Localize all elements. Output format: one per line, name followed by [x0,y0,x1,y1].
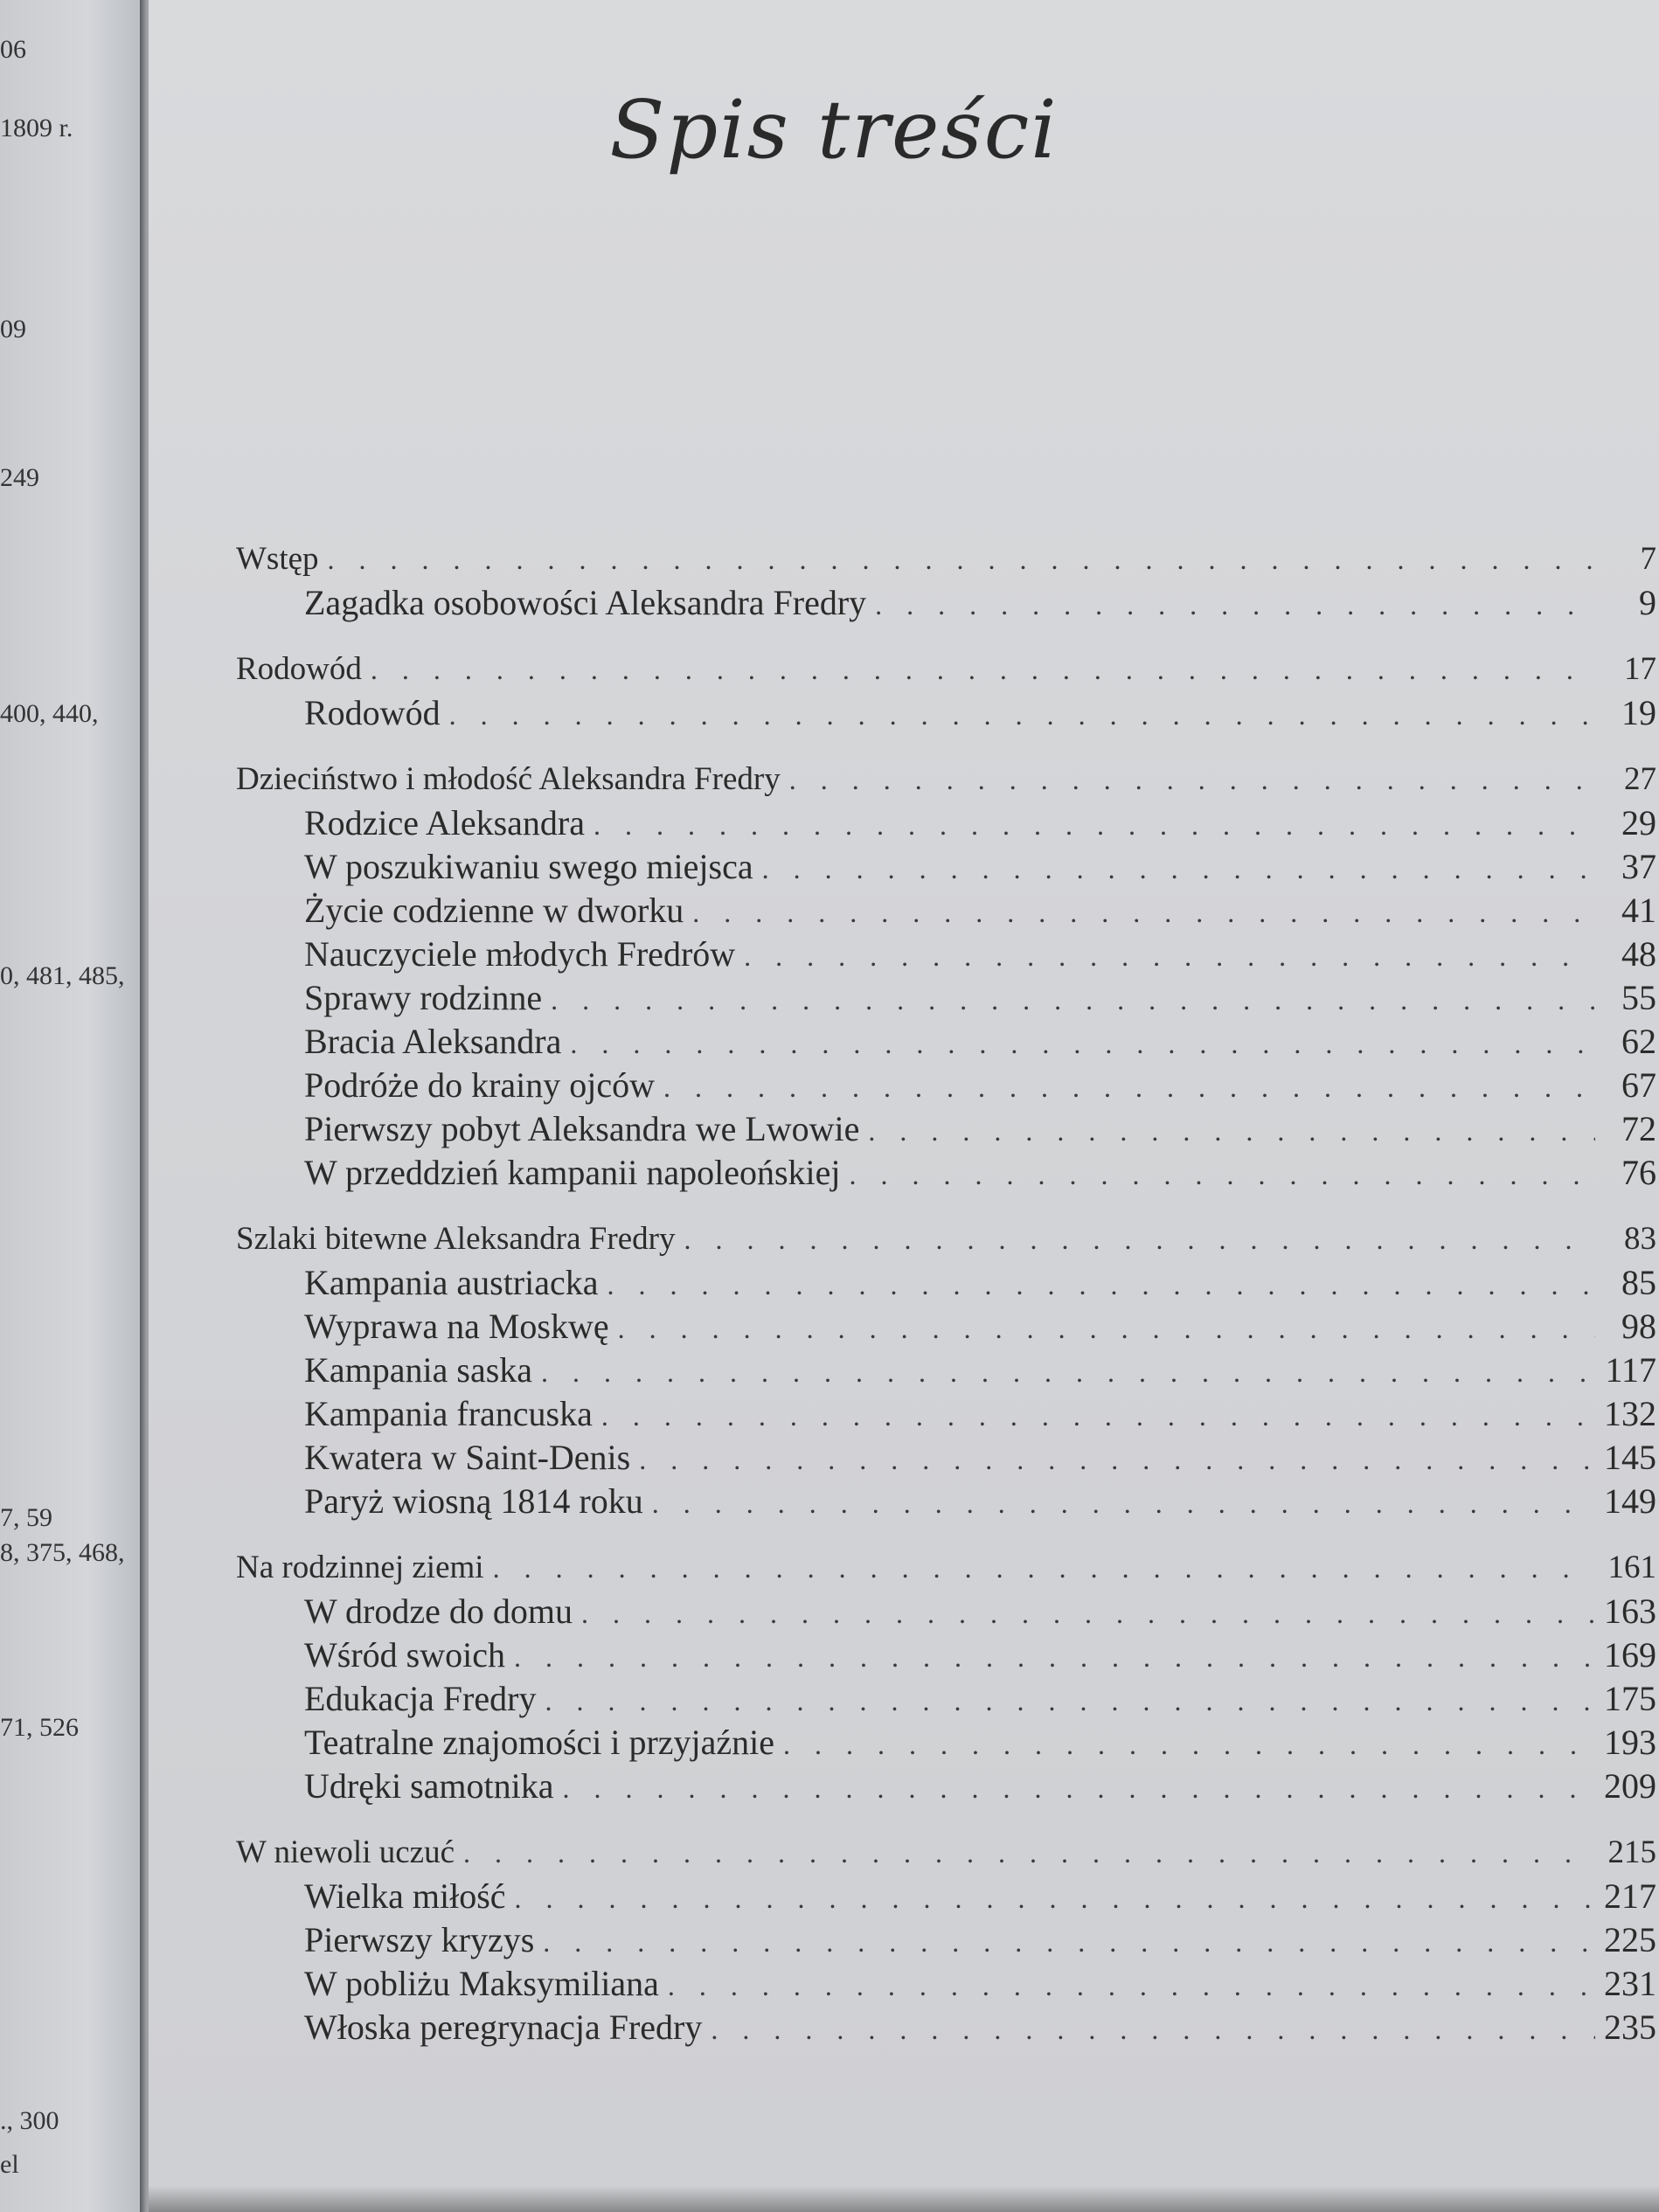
left-page-fragment: ., 300 [0,2106,59,2135]
toc-chapter [236,1217,1656,1261]
toc-subsection [236,691,1656,735]
toc-chapter-label: Dzieciństwo i młodość Aleksandra Fredry [236,761,781,797]
page-number: 67 [1621,1065,1656,1105]
toc-subsection [236,581,1656,625]
toc-subsection-label: Pierwszy pobyt Aleksandra we Lwowie [304,1109,860,1148]
left-page-fragment: 8, 375, 468, [0,1538,125,1567]
page-number: 161 [1607,1550,1656,1585]
toc-subsection [236,1480,1656,1523]
toc-subsection-label: Edukacja Fredry [304,1679,537,1718]
toc-subsection [236,1721,1656,1765]
dot-leader [449,693,1595,737]
toc-chapter-label: Rodowód [236,651,362,687]
page-number: 225 [1604,1920,1656,1959]
toc-subsection-label: Kampania saska [304,1350,533,1390]
toc-subsection [236,889,1656,933]
toc-subsection [236,1633,1656,1677]
page-number: 27 [1624,761,1656,797]
toc-chapter-label: Na rodzinnej ziemi [236,1550,484,1585]
toc-subsection-label: W przeddzień kampanii napoleońskiej [304,1153,841,1192]
toc-subsection-label: Zagadka osobowości Aleksandra Fredry [304,583,867,622]
toc-subsection-label: Wielka miłość [304,1876,506,1916]
page-number: 19 [1621,693,1656,732]
toc-subsection [236,1305,1656,1349]
dot-leader [652,1481,1595,1525]
page-number: 17 [1624,651,1656,687]
toc-subsection [236,1765,1656,1808]
toc-subsection [236,1436,1656,1480]
toc-subsection [236,845,1656,889]
toc-subsection [236,933,1656,976]
right-page [149,0,1659,2212]
toc-subsection-label: Włoska peregrynacja Fredry [304,2007,703,2047]
toc-subsection-label: Życie codzienne w dworku [304,891,684,930]
dot-leader [663,1065,1595,1109]
dot-leader [601,1394,1595,1438]
table-of-contents [236,537,1656,2072]
dot-leader [618,1307,1595,1350]
toc-chapter [236,648,1656,691]
toc-subsection [236,1064,1656,1107]
dot-leader [551,978,1595,1022]
page-number: 235 [1604,2007,1656,2047]
dot-leader [850,1153,1596,1196]
toc-chapter [236,537,1656,581]
dot-leader [762,847,1595,891]
toc-chapter [236,1831,1656,1875]
page-number: 85 [1621,1263,1656,1302]
toc-subsection [236,1349,1656,1392]
page-number: 193 [1604,1723,1656,1762]
dot-leader [514,1635,1595,1679]
dot-leader [371,648,1595,691]
page-number: 7 [1640,541,1656,577]
toc-subsection-label: Sprawy rodzinne [304,978,543,1017]
dot-leader [789,758,1595,801]
toc-subsection-label: Rodowód [304,693,441,732]
dot-leader [744,934,1595,978]
page-number: 169 [1604,1635,1656,1675]
toc-section [236,758,1656,1195]
page-number: 48 [1621,934,1656,974]
page-number: 231 [1604,1964,1656,2003]
toc-chapter [236,1546,1656,1590]
page-number: 117 [1605,1350,1656,1390]
dot-leader [593,803,1595,847]
left-page-fragment: 249 [0,463,39,492]
dot-leader [684,1217,1595,1261]
page-number: 217 [1604,1876,1656,1916]
page-number: 29 [1621,803,1656,843]
toc-subsection [236,1261,1656,1305]
toc-subsection-label: W poszukiwaniu swego miejsca [304,847,753,886]
page-number: 41 [1621,891,1656,930]
page-number: 175 [1604,1679,1656,1718]
page-number: 76 [1621,1153,1656,1192]
toc-subsection [236,1020,1656,1064]
toc-subsection [236,1677,1656,1721]
left-page-fragment: 400, 440, [0,699,99,728]
toc-subsection-label: Teatralne znajomości i przyjaźnie [304,1723,775,1762]
toc-section [236,1546,1656,1808]
page-shadow [149,2186,1659,2212]
toc-subsection-label: Kampania austriacka [304,1263,599,1302]
dot-leader [328,537,1595,581]
page-number: 62 [1621,1022,1656,1061]
toc-chapter [236,758,1656,801]
toc-subsection [236,2006,1656,2049]
toc-subsection [236,1151,1656,1195]
dot-leader [639,1438,1595,1481]
left-page-fragment: 09 [0,315,26,343]
toc-section [236,648,1656,735]
page-number: 83 [1624,1221,1656,1257]
toc-subsection [236,1875,1656,1918]
dot-leader [711,2007,1595,2051]
dot-leader [668,1964,1595,2007]
dot-leader [868,1109,1595,1153]
page-number: 209 [1604,1766,1656,1806]
dot-leader [783,1723,1595,1766]
dot-leader [493,1546,1595,1590]
toc-chapter-label: W niewoli uczuć [236,1834,455,1870]
page-number: 149 [1604,1481,1656,1521]
toc-subsection-label: Wśród swoich [304,1635,505,1675]
left-page-fragment: 7, 59 [0,1503,52,1532]
dot-leader [515,1876,1595,1920]
page-title: Spis treści [609,83,1059,177]
dot-leader [545,1679,1595,1723]
dot-leader [541,1350,1595,1394]
left-page-fragment: 06 [0,35,26,64]
toc-section [236,1217,1656,1523]
toc-subsection-label: Paryż wiosną 1814 roku [304,1481,643,1521]
left-page-fragment: 0, 481, 485, [0,961,125,990]
toc-subsection-label: Pierwszy kryzys [304,1920,535,1959]
toc-subsection-label: Nauczyciele młodych Fredrów [304,934,736,974]
page-number: 72 [1621,1109,1656,1148]
toc-subsection-label: Kampania francuska [304,1394,593,1433]
page-number: 37 [1621,847,1656,886]
toc-subsection-label: Udręki samotnika [304,1766,554,1806]
toc-subsection-label: Podróże do krainy ojców [304,1065,656,1105]
toc-chapter-label: Szlaki bitewne Aleksandra Fredry [236,1221,676,1257]
page-number: 163 [1604,1591,1656,1631]
page-number: 98 [1621,1307,1656,1346]
left-page-fragment: el [0,2150,19,2179]
dot-leader [692,891,1595,934]
dot-leader [581,1591,1595,1635]
toc-subsection [236,1590,1656,1633]
toc-subsection [236,976,1656,1020]
dot-leader [563,1766,1596,1810]
dot-leader [570,1022,1595,1065]
dot-leader [607,1263,1595,1307]
dot-leader [875,583,1595,627]
left-page [0,0,147,2212]
page-number: 145 [1604,1438,1656,1477]
left-page-fragment: 1809 r. [0,114,73,142]
page-number: 215 [1607,1834,1656,1870]
toc-subsection [236,1392,1656,1436]
toc-subsection-label: Wyprawa na Moskwę [304,1307,609,1346]
dot-leader [543,1920,1595,1964]
page-number: 55 [1621,978,1656,1017]
toc-subsection-label: W pobliżu Maksymiliana [304,1964,659,2003]
toc-chapter-label: Wstęp [236,541,319,577]
toc-subsection [236,1918,1656,1962]
toc-subsection-label: W drodze do domu [304,1591,573,1631]
toc-subsection-label: Rodzice Aleksandra [304,803,585,843]
toc-subsection-label: Bracia Aleksandra [304,1022,562,1061]
left-page-fragment: 71, 526 [0,1713,79,1742]
toc-subsection-label: Kwatera w Saint-Denis [304,1438,631,1477]
toc-subsection [236,1962,1656,2006]
dot-leader [463,1831,1595,1875]
toc-section [236,537,1656,625]
page-number: 132 [1604,1394,1656,1433]
toc-section [236,1831,1656,2049]
toc-subsection [236,1107,1656,1151]
page-number: 9 [1639,583,1656,622]
toc-subsection [236,801,1656,845]
